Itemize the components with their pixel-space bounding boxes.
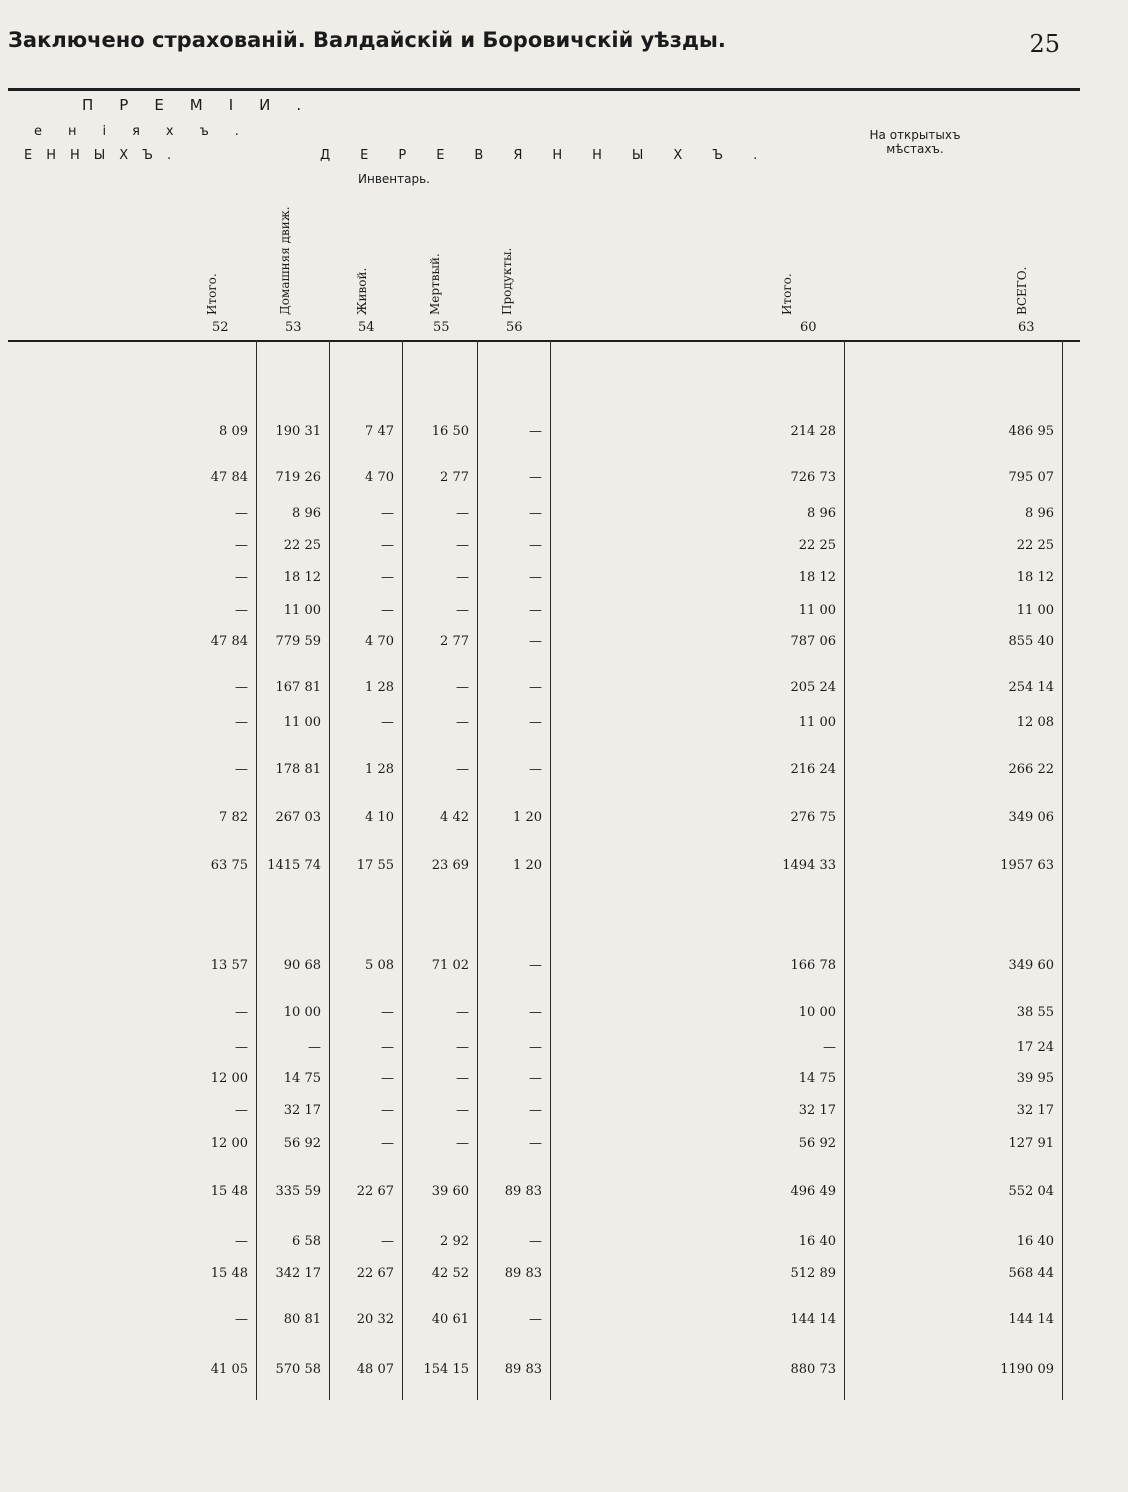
column-heading-56: Продукты. bbox=[500, 247, 514, 315]
table-cell: — bbox=[235, 1234, 248, 1249]
table-cell: 42 52 bbox=[431, 1266, 469, 1281]
table-cell: — bbox=[235, 762, 248, 777]
table-cell: — bbox=[381, 1040, 394, 1055]
table-cell: 1415 74 bbox=[267, 858, 321, 873]
table-cell: 11 00 bbox=[1016, 603, 1054, 618]
table-cell: — bbox=[456, 538, 469, 553]
table-cell: 71 02 bbox=[431, 958, 469, 973]
table-cell: 2 77 bbox=[440, 470, 469, 485]
table-cell: — bbox=[381, 1136, 394, 1151]
table-cell: 16 40 bbox=[798, 1234, 836, 1249]
table-cell: 167 81 bbox=[275, 680, 321, 695]
table-cell: 16 50 bbox=[431, 424, 469, 439]
table-cell: 552 04 bbox=[1008, 1184, 1054, 1199]
table-cell: 8 96 bbox=[807, 506, 836, 521]
table-cell: 10 00 bbox=[283, 1005, 321, 1020]
table-cell: 8 09 bbox=[219, 424, 248, 439]
table-cell: 335 59 bbox=[275, 1184, 321, 1199]
table-cell: 8 96 bbox=[292, 506, 321, 521]
table-cell: — bbox=[456, 762, 469, 777]
table-cell: 4 70 bbox=[365, 634, 394, 649]
table-cell: — bbox=[235, 1005, 248, 1020]
table-cell: — bbox=[529, 715, 542, 730]
table-cell: 13 57 bbox=[210, 958, 248, 973]
inventory-heading: Инвентарь. bbox=[358, 172, 430, 186]
table-cell: 15 48 bbox=[210, 1266, 248, 1281]
table-cell: — bbox=[381, 1234, 394, 1249]
table-cell: 4 70 bbox=[365, 470, 394, 485]
table-cell: 144 14 bbox=[790, 1312, 836, 1327]
table-cell: — bbox=[823, 1040, 836, 1055]
table-cell: 1 20 bbox=[513, 858, 542, 873]
top-rule bbox=[8, 88, 1080, 91]
table-cell: 779 59 bbox=[275, 634, 321, 649]
column-heading-53: Домашняя движ. bbox=[278, 206, 292, 315]
table-cell: — bbox=[529, 570, 542, 585]
table-cell: — bbox=[235, 1040, 248, 1055]
column-divider bbox=[256, 340, 257, 1400]
table-cell: — bbox=[381, 1005, 394, 1020]
table-cell: — bbox=[235, 1312, 248, 1327]
table-cell: 190 31 bbox=[275, 424, 321, 439]
table-cell: — bbox=[529, 1040, 542, 1055]
table-cell: 2 77 bbox=[440, 634, 469, 649]
table-cell: 1 28 bbox=[365, 680, 394, 695]
table-cell: 2 92 bbox=[440, 1234, 469, 1249]
table-cell: — bbox=[308, 1040, 321, 1055]
column-heading-60: Итого. bbox=[780, 273, 794, 315]
table-cell: 1190 09 bbox=[1000, 1362, 1054, 1377]
table-cell: — bbox=[456, 715, 469, 730]
table-cell: 32 17 bbox=[1016, 1103, 1054, 1118]
table-cell: 23 69 bbox=[431, 858, 469, 873]
table-cell: — bbox=[235, 603, 248, 618]
page-number: 25 bbox=[1029, 30, 1060, 58]
table-cell: 216 24 bbox=[790, 762, 836, 777]
table-cell: — bbox=[381, 603, 394, 618]
table-cell: 1 20 bbox=[513, 810, 542, 825]
column-heading-52: Итого. bbox=[205, 273, 219, 315]
table-cell: 342 17 bbox=[275, 1266, 321, 1281]
table-cell: 14 75 bbox=[283, 1071, 321, 1086]
column-number-55: 55 bbox=[433, 320, 450, 335]
table-cell: 726 73 bbox=[790, 470, 836, 485]
table-cell: — bbox=[529, 634, 542, 649]
table-cell: — bbox=[456, 1040, 469, 1055]
table-cell: 11 00 bbox=[798, 603, 836, 618]
table-cell: — bbox=[456, 570, 469, 585]
column-divider bbox=[1062, 340, 1063, 1400]
table-cell: 795 07 bbox=[1008, 470, 1054, 485]
table-cell: 512 89 bbox=[790, 1266, 836, 1281]
table-cell: — bbox=[235, 506, 248, 521]
table-cell: 56 92 bbox=[283, 1136, 321, 1151]
table-cell: 4 42 bbox=[440, 810, 469, 825]
table-cell: 267 03 bbox=[275, 810, 321, 825]
table-cell: 719 26 bbox=[275, 470, 321, 485]
table-cell: — bbox=[529, 680, 542, 695]
table-cell: 16 40 bbox=[1016, 1234, 1054, 1249]
table-cell: 254 14 bbox=[1008, 680, 1054, 695]
table-cell: 41 05 bbox=[210, 1362, 248, 1377]
table-cell: 12 00 bbox=[210, 1136, 248, 1151]
table-cell: — bbox=[456, 603, 469, 618]
table-cell: — bbox=[381, 1103, 394, 1118]
table-cell: 89 83 bbox=[504, 1184, 542, 1199]
table-cell: — bbox=[235, 715, 248, 730]
table-cell: — bbox=[529, 470, 542, 485]
table-cell: — bbox=[381, 538, 394, 553]
table-cell: 47 84 bbox=[210, 634, 248, 649]
table-cell: 12 00 bbox=[210, 1071, 248, 1086]
table-cell: 787 06 bbox=[790, 634, 836, 649]
table-cell: 14 75 bbox=[798, 1071, 836, 1086]
table-cell: — bbox=[529, 958, 542, 973]
table-cell: — bbox=[381, 570, 394, 585]
table-cell: 1494 33 bbox=[782, 858, 836, 873]
table-cell: 18 12 bbox=[283, 570, 321, 585]
header-band-2: еніяхъ. bbox=[34, 124, 265, 139]
header-band-3-right: ДЕРЕВЯННЫХЪ. bbox=[320, 148, 788, 163]
column-heading-54: Живой. bbox=[355, 267, 369, 315]
table-cell: — bbox=[456, 1005, 469, 1020]
table-cell: 214 28 bbox=[790, 424, 836, 439]
column-divider bbox=[477, 340, 478, 1400]
table-cell: 349 60 bbox=[1008, 958, 1054, 973]
table-cell: 40 61 bbox=[431, 1312, 469, 1327]
table-cell: 7 82 bbox=[219, 810, 248, 825]
table-cell: — bbox=[529, 603, 542, 618]
table-cell: — bbox=[529, 538, 542, 553]
table-cell: 17 55 bbox=[356, 858, 394, 873]
table-cell: 22 25 bbox=[798, 538, 836, 553]
table-cell: 22 25 bbox=[1016, 538, 1054, 553]
table-cell: 266 22 bbox=[1008, 762, 1054, 777]
table-cell: 568 44 bbox=[1008, 1266, 1054, 1281]
table-cell: 89 83 bbox=[504, 1266, 542, 1281]
column-number-63: 63 bbox=[1018, 320, 1035, 335]
table-cell: 39 95 bbox=[1016, 1071, 1054, 1086]
table-cell: — bbox=[381, 715, 394, 730]
table-cell: 6 58 bbox=[292, 1234, 321, 1249]
table-cell: 11 00 bbox=[798, 715, 836, 730]
table-cell: 127 91 bbox=[1008, 1136, 1054, 1151]
table-cell: — bbox=[456, 506, 469, 521]
table-cell: 8 96 bbox=[1025, 506, 1054, 521]
table-cell: 496 49 bbox=[790, 1184, 836, 1199]
column-number-60: 60 bbox=[800, 320, 817, 335]
table-cell: — bbox=[235, 570, 248, 585]
table-cell: 10 00 bbox=[798, 1005, 836, 1020]
table-cell: 48 07 bbox=[356, 1362, 394, 1377]
column-divider bbox=[402, 340, 403, 1400]
table-cell: 880 73 bbox=[790, 1362, 836, 1377]
table-cell: — bbox=[529, 506, 542, 521]
table-cell: 570 58 bbox=[275, 1362, 321, 1377]
column-heading-63: ВСЕГО. bbox=[1015, 266, 1029, 315]
column-number-56: 56 bbox=[506, 320, 523, 335]
header-band-premii: ПРЕМІИ. bbox=[82, 96, 328, 114]
table-cell: — bbox=[529, 1234, 542, 1249]
column-divider bbox=[550, 340, 551, 1400]
table-cell: — bbox=[529, 1312, 542, 1327]
table-cell: 22 67 bbox=[356, 1184, 394, 1199]
table-cell: 47 84 bbox=[210, 470, 248, 485]
table-cell: 15 48 bbox=[210, 1184, 248, 1199]
table-cell: 32 17 bbox=[798, 1103, 836, 1118]
column-number-52: 52 bbox=[212, 320, 229, 335]
table-cell: 349 06 bbox=[1008, 810, 1054, 825]
table-cell: — bbox=[381, 1071, 394, 1086]
column-divider bbox=[844, 340, 845, 1400]
header-rule bbox=[8, 340, 1080, 342]
table-cell: 18 12 bbox=[1016, 570, 1054, 585]
table-cell: 4 10 bbox=[365, 810, 394, 825]
table-cell: 18 12 bbox=[798, 570, 836, 585]
table-cell: — bbox=[456, 680, 469, 695]
table-cell: 90 68 bbox=[283, 958, 321, 973]
table-cell: — bbox=[529, 1103, 542, 1118]
column-number-53: 53 bbox=[285, 320, 302, 335]
table-cell: — bbox=[235, 680, 248, 695]
table-cell: 11 00 bbox=[283, 715, 321, 730]
open-places-heading: На открытыхъ мѣстахъ. bbox=[869, 128, 961, 156]
table-cell: 166 78 bbox=[790, 958, 836, 973]
column-number-54: 54 bbox=[358, 320, 375, 335]
table-cell: — bbox=[381, 506, 394, 521]
table-cell: 20 32 bbox=[356, 1312, 394, 1327]
table-cell: 1957 63 bbox=[1000, 858, 1054, 873]
table-cell: — bbox=[529, 424, 542, 439]
table-cell: 63 75 bbox=[210, 858, 248, 873]
table-cell: 22 67 bbox=[356, 1266, 394, 1281]
table-cell: 80 81 bbox=[283, 1312, 321, 1327]
table-cell: — bbox=[529, 762, 542, 777]
table-cell: 486 95 bbox=[1008, 424, 1054, 439]
table-cell: 276 75 bbox=[790, 810, 836, 825]
table-cell: — bbox=[235, 538, 248, 553]
table-cell: 56 92 bbox=[798, 1136, 836, 1151]
table-cell: 205 24 bbox=[790, 680, 836, 695]
table-cell: — bbox=[529, 1136, 542, 1151]
table-cell: 178 81 bbox=[275, 762, 321, 777]
table-cell: 39 60 bbox=[431, 1184, 469, 1199]
table-cell: 17 24 bbox=[1016, 1040, 1054, 1055]
table-cell: 7 47 bbox=[365, 424, 394, 439]
table-cell: — bbox=[529, 1005, 542, 1020]
table-cell: 32 17 bbox=[283, 1103, 321, 1118]
table-cell: 12 08 bbox=[1016, 715, 1054, 730]
table-cell: 11 00 bbox=[283, 603, 321, 618]
table-cell: 22 25 bbox=[283, 538, 321, 553]
table-cell: 5 08 bbox=[365, 958, 394, 973]
page-title: Заключено страхованій. Валдайскій и Боровичскій уѣзды. bbox=[8, 28, 726, 52]
table-cell: — bbox=[235, 1103, 248, 1118]
table-cell: — bbox=[529, 1071, 542, 1086]
table-cell: — bbox=[456, 1103, 469, 1118]
table-cell: — bbox=[456, 1136, 469, 1151]
table-cell: — bbox=[456, 1071, 469, 1086]
table-cell: 1 28 bbox=[365, 762, 394, 777]
table-cell: 144 14 bbox=[1008, 1312, 1054, 1327]
header-band-3-left: ЕННЫХЪ. bbox=[24, 148, 186, 163]
table-cell: 855 40 bbox=[1008, 634, 1054, 649]
table-cell: 154 15 bbox=[423, 1362, 469, 1377]
table-cell: 38 55 bbox=[1016, 1005, 1054, 1020]
column-divider bbox=[329, 340, 330, 1400]
column-heading-55: Мертвый. bbox=[428, 253, 442, 315]
table-cell: 89 83 bbox=[504, 1362, 542, 1377]
